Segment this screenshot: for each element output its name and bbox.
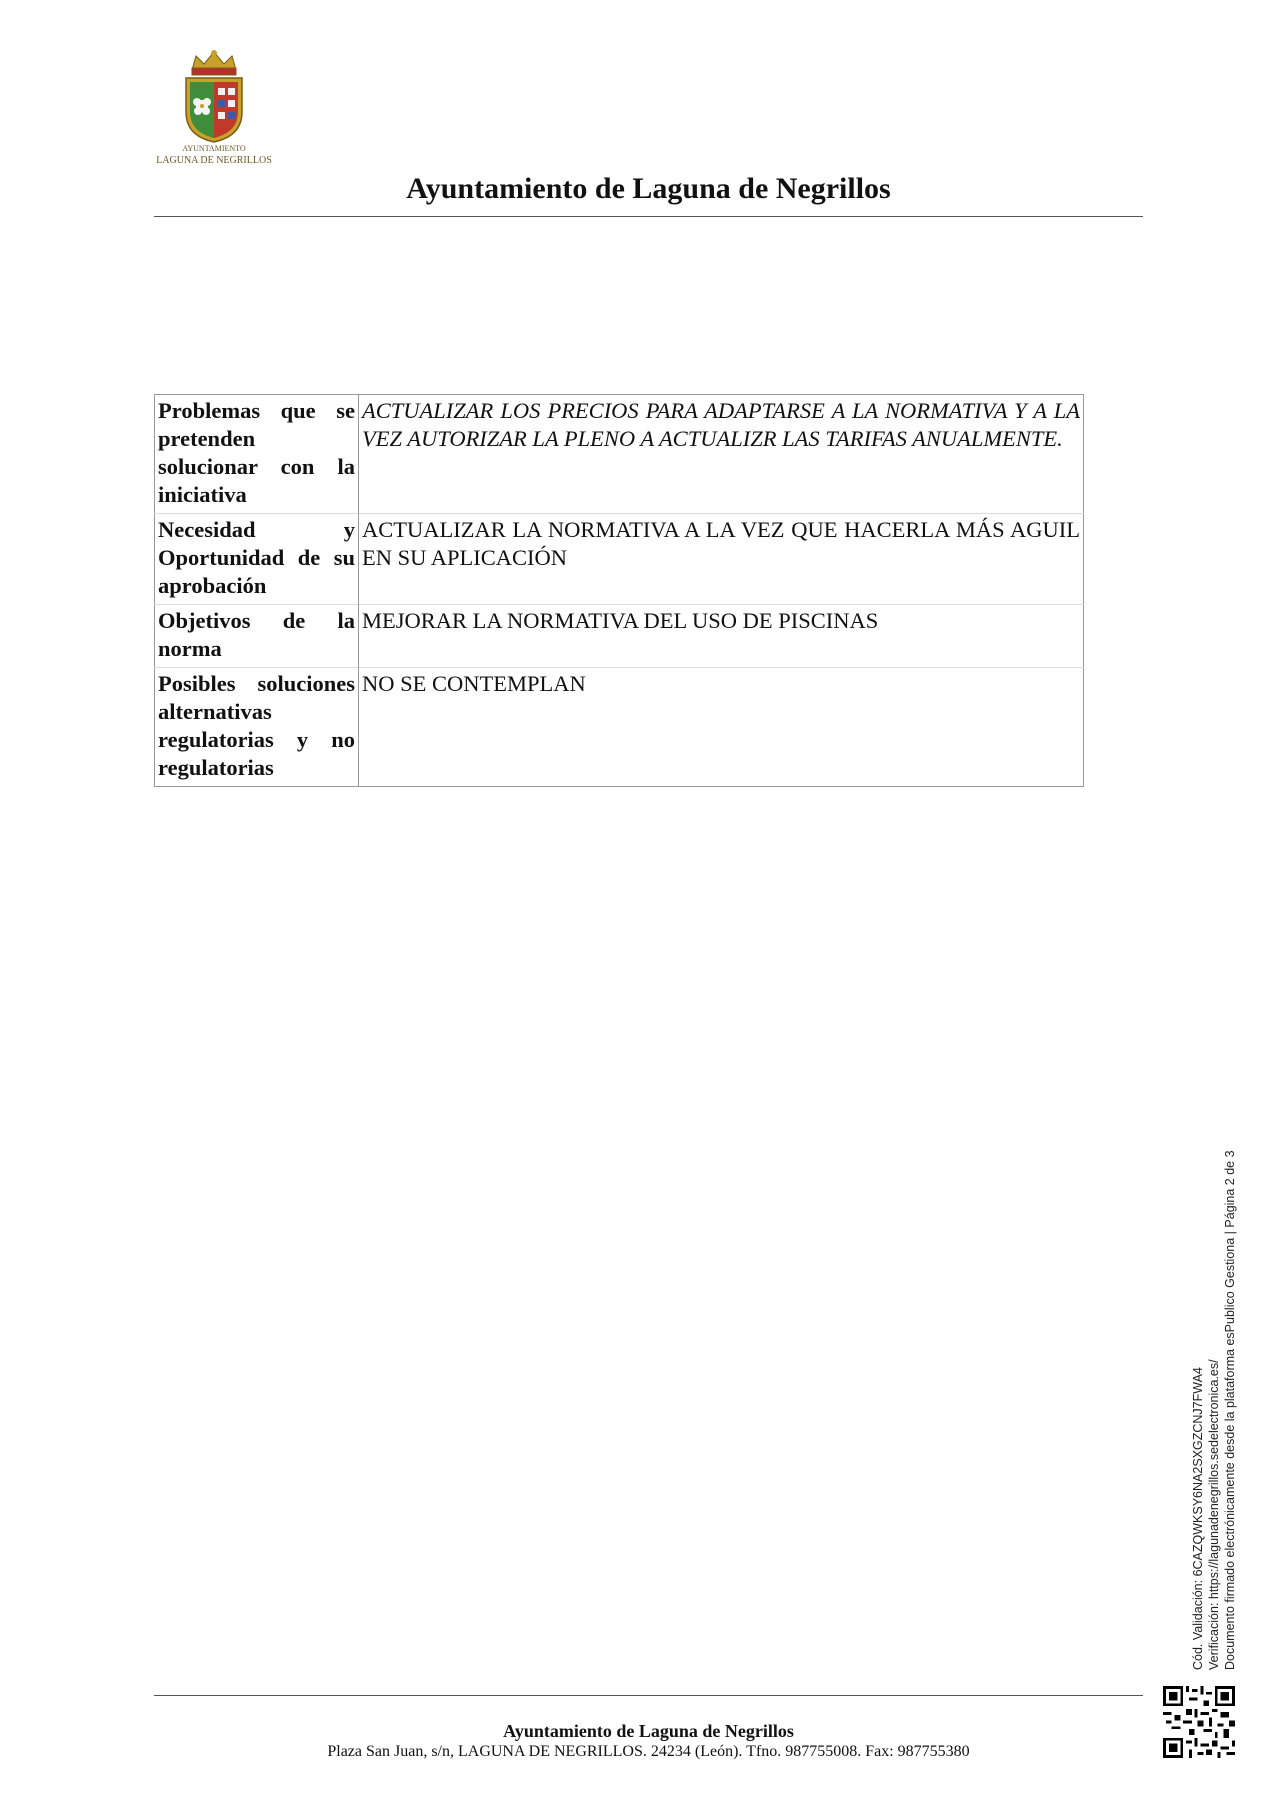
row-label: Problemas que se pretenden solucionar con la iniciativa (155, 395, 359, 514)
municipal-logo (150, 48, 278, 168)
footer-divider (154, 1695, 1143, 1696)
row-value: MEJORAR LA NORMATIVA DEL USO DE PISCINAS (362, 608, 879, 633)
stamp-separator: | (1223, 1231, 1237, 1235)
row-value: ACTUALIZAR LOS PRECIOS PARA ADAPTARSE A LA NORMATIVA Y A LA VEZ AUTORIZAR LA PLENO A ACTUALIZR LAS TARIFAS ANUALMENTE. (362, 398, 1080, 451)
table-row (155, 668, 1084, 787)
verification-link[interactable]: Verificación: https://lagunadenegrillos.sedelectronica.es/ (1207, 1359, 1221, 1670)
signature-note: Documento firmado electrónicamente desde la plataforma esPublico Gestiona (1223, 1237, 1237, 1670)
row-label: Posibles soluciones alternativas regulatorias y no regulatorias (155, 668, 359, 787)
coat-of-arms-icon (176, 48, 252, 144)
row-label: Necesidad y Oportunidad de su aprobación (155, 514, 359, 605)
row-value: ACTUALIZAR LA NORMATIVA A LA VEZ QUE HACERLA MÁS AGUIL EN SU APLICACIÓN (362, 517, 1080, 570)
header-divider (154, 216, 1143, 217)
logo-caption-name: LAGUNA DE NEGRILLOS (156, 155, 272, 166)
electronic-signature-stamp (1190, 1110, 1242, 1670)
page-number: Página 2 de 3 (1223, 1150, 1237, 1228)
table-row (155, 605, 1084, 668)
row-value: NO SE CONTEMPLAN (362, 671, 586, 696)
logo-caption: AYUNTAMIENTO (182, 144, 246, 153)
footer-address: Plaza San Juan, s/n, LAGUNA DE NEGRILLOS. 24234 (León). Tfno. 987755008. Fax: 987755380 (327, 1743, 970, 1760)
qr-code-icon (1163, 1686, 1235, 1758)
footer-organization: Ayuntamiento de Laguna de Negrillos (503, 1721, 794, 1741)
table-row (155, 395, 1084, 514)
row-label: Objetivos de la norma (155, 605, 359, 668)
table-row (155, 514, 1084, 605)
validation-code: Cód. Validación: 6CAZQWKSY6NA2SXGZCNJ7FWA4 (1191, 1367, 1205, 1670)
analysis-table (154, 394, 1084, 787)
page-title: Ayuntamiento de Laguna de Negrillos (406, 172, 891, 205)
signature-line (1222, 1110, 1238, 1670)
